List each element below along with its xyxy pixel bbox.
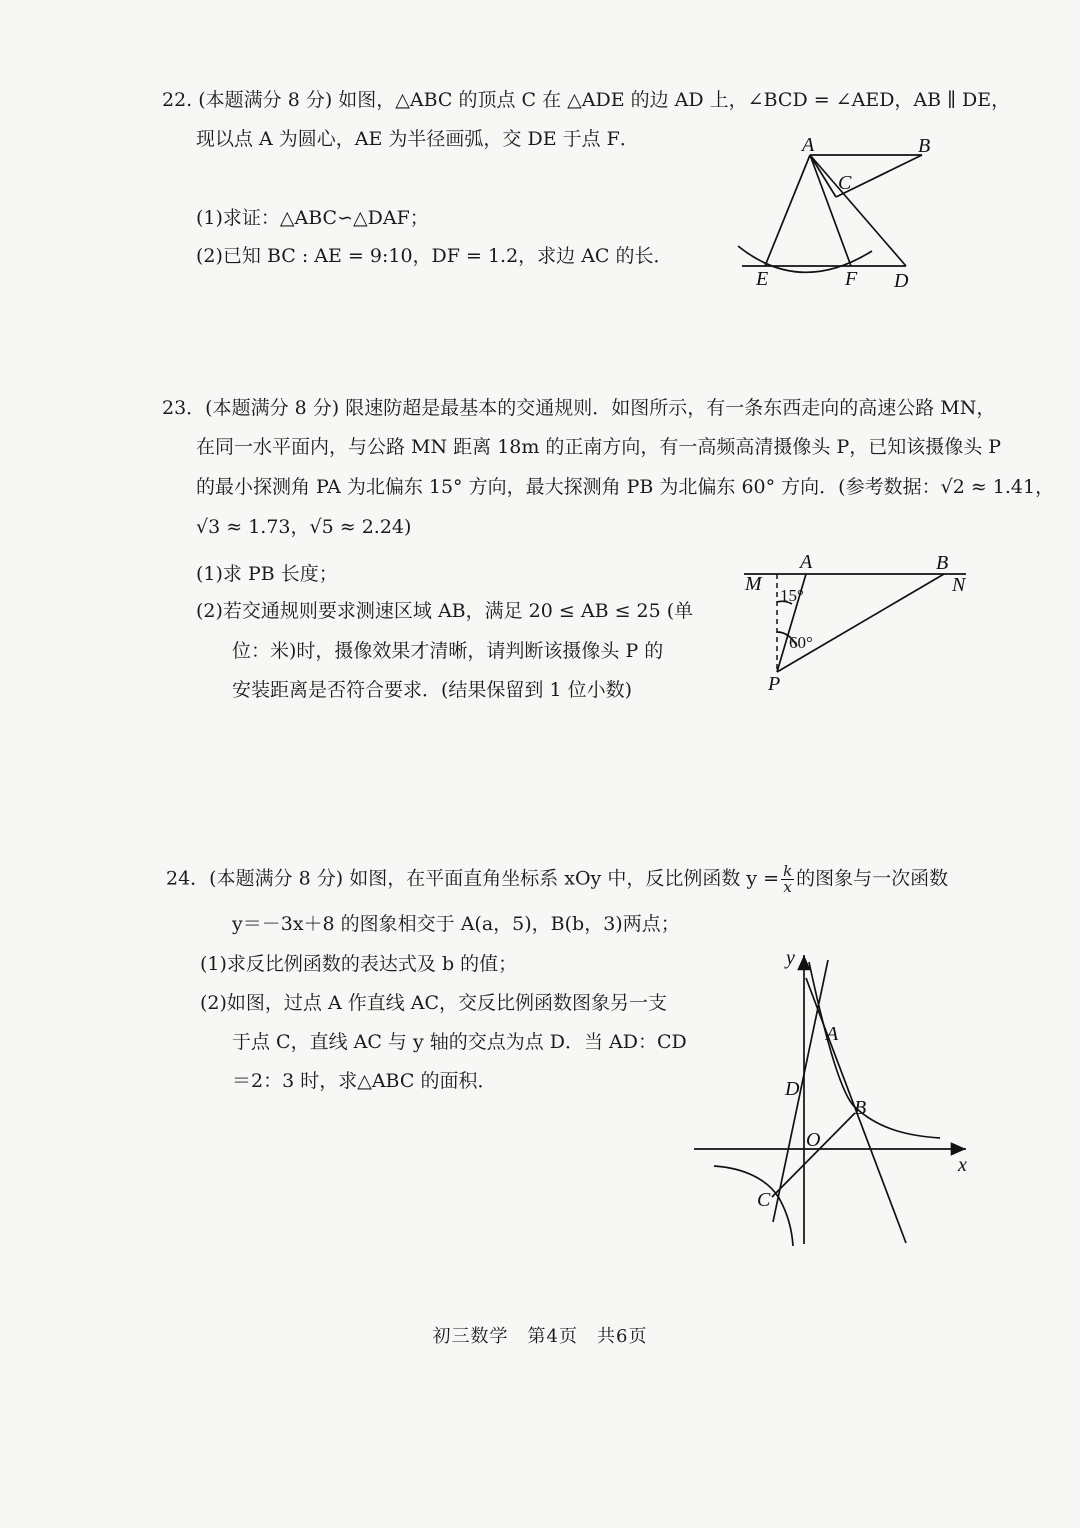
q23-line-3: 的最小探测角 PA 为北偏东 15° 方向，最大探测角 PB 为北偏东 60° 方向．(参考数据：√2 ≈ 1.41， — [196, 476, 1055, 498]
q24-frac-den: x — [783, 878, 792, 896]
q23-part-1: (1)求 PB 长度； — [196, 563, 338, 585]
q22-part-2: (2)已知 BC : AE = 9:10，DF = 1.2，求边 AC 的长． — [196, 245, 673, 267]
q24-line-ac — [773, 960, 828, 1222]
q22-label-b: B — [918, 135, 931, 157]
q24-line-1b: 的图象与一次函数 — [796, 867, 949, 890]
q23-label-a: A — [800, 551, 813, 573]
q24-label-d: D — [785, 1078, 800, 1100]
q22-label-c: C — [838, 172, 852, 194]
q24-frac-num: k — [783, 862, 793, 880]
q23-line-4: √3 ≈ 1.73，√5 ≈ 2.24) — [196, 516, 412, 538]
q23-label-b: B — [936, 552, 949, 574]
q24-hyperbola-branch-1 — [809, 962, 940, 1138]
q23-label-p: P — [768, 673, 781, 695]
q24-label-y: y — [786, 947, 795, 969]
page-footer: 初三数学 第4页 共6页 — [432, 1326, 648, 1347]
q24-label-o: O — [806, 1129, 821, 1151]
q24-label-x: x — [958, 1154, 967, 1176]
q22-part-1: (1)求证：△ABC∽△DAF； — [196, 207, 429, 229]
q23-line-1: 23．(本题满分 8 分) 限速防超是最基本的交通规则．如图所示，有一条东西走向的高速公路 MN， — [162, 397, 996, 419]
q24-hyperbola-branch-2 — [714, 1166, 793, 1246]
q24-line-bc — [772, 1113, 855, 1197]
q23-label-m: M — [745, 573, 762, 595]
q24-line-1a: 24．(本题满分 8 分) 如图，在平面直角坐标系 xOy 中，反比例函数 y = — [166, 867, 780, 890]
q22-label-f: F — [845, 268, 858, 290]
q23-label-60: 60° — [789, 633, 813, 652]
q23-part-2c: 安装距离是否符合要求．(结果保留到 1 位小数) — [232, 679, 632, 701]
q24-line-2: y＝－3x＋8 的图象相交于 A(a，5)，B(b，3)两点； — [232, 913, 680, 935]
q22-label-e: E — [756, 268, 769, 290]
q24-part-2b: 于点 C，直线 AC 与 y 轴的交点为点 D．当 AD：CD — [232, 1031, 687, 1053]
q22-label-d: D — [894, 270, 909, 292]
q24-label-b: B — [854, 1097, 867, 1119]
q24-part-2c: ＝2：3 时，求△ABC 的面积． — [232, 1070, 497, 1092]
q24-part-2a: (2)如图，过点 A 作直线 AC，交反比例函数图象另一支 — [200, 992, 668, 1014]
q23-line-2: 在同一水平面内，与公路 MN 距离 18m 的正南方向，有一高频高清摄像头 P，已知该摄像头 P — [196, 436, 1002, 458]
q23-part-2b: 位：米)时，摄像效果才清晰，请判断该摄像头 P 的 — [232, 640, 664, 662]
q22-line-2: 现以点 A 为圆心，AE 为半径画弧，交 DE 于点 F． — [196, 128, 639, 150]
q22-label-a: A — [802, 134, 815, 156]
q22-line-1: 22. (本题满分 8 分) 如图，△ABC 的顶点 C 在 △ADE 的边 AD 上，∠BCD = ∠AED，AB ∥ DE， — [162, 89, 1011, 111]
q24-part-1: (1)求反比例函数的表达式及 b 的值； — [200, 953, 518, 975]
q23-label-n: N — [952, 574, 966, 596]
q24-label-a: A — [826, 1023, 839, 1045]
q23-label-15: 15° — [780, 586, 804, 605]
q23-part-2a: (2)若交通规则要求测速区域 AB，满足 20 ≤ AB ≤ 25 (单 — [196, 600, 694, 622]
q24-label-c: C — [757, 1189, 771, 1211]
